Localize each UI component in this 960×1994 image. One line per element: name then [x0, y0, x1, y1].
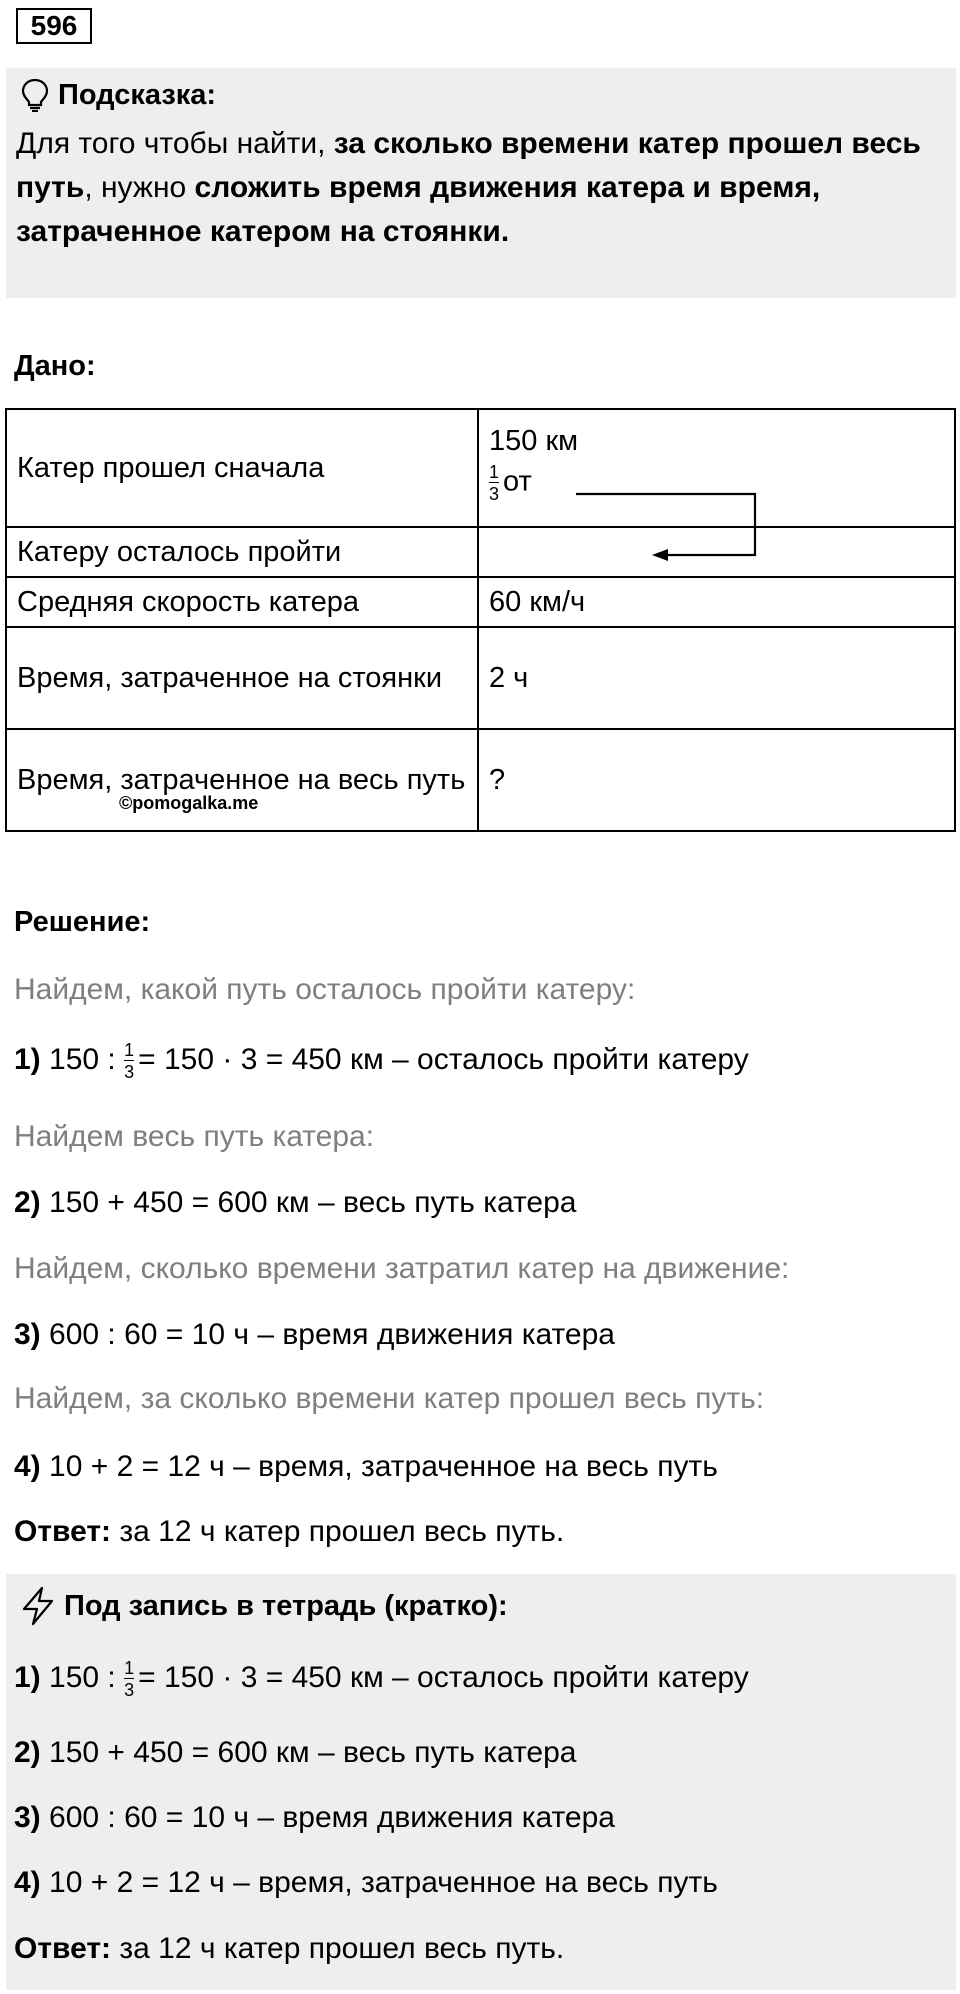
table-row: [6, 409, 955, 527]
step-text: 150 :: [49, 1660, 116, 1694]
lightning-icon: [20, 1586, 56, 1626]
step-number: 1): [14, 1660, 41, 1694]
solution-step-4: [14, 1450, 718, 1484]
given-label: Время, затраченное на весь путь: [17, 764, 466, 796]
notebook-title: [20, 1586, 508, 1626]
solution-comment: Найдем, за сколько времени катер прошел весь путь:: [14, 1382, 765, 1415]
given-value: ?: [478, 729, 955, 831]
solution-comment: Найдем, какой путь осталось пройти катеру:: [14, 973, 636, 1006]
hint-text-bold: за сколько времени катер прошел весь путь: [16, 127, 921, 204]
solution-title: Решение:: [14, 906, 151, 938]
fraction-numerator: 1: [489, 461, 500, 482]
step-text: 10 + 2 = 12 ч – время, затраченное на весь путь: [49, 1450, 718, 1483]
step-text: 150 :: [49, 1042, 116, 1076]
notebook-step-3: [14, 1801, 615, 1835]
step-number: 3): [14, 1801, 41, 1834]
given-table: [5, 408, 956, 832]
hint-title-text: Подсказка:: [58, 78, 217, 111]
step-text: 150 + 450 = 600 км – весь путь катера: [49, 1736, 577, 1769]
solution-answer: [14, 1515, 564, 1549]
step-text: = 150 · 3 = 450 км – осталось пройти катеру: [138, 1042, 749, 1076]
notebook-title-text: Под запись в тетрадь (кратко):: [64, 1589, 508, 1622]
watermark: ©pomogalka.me: [119, 793, 259, 813]
step-text: 150 + 450 = 600 км – весь путь катера: [49, 1186, 577, 1219]
hint-title: [20, 78, 216, 112]
fraction-numerator: 1: [124, 1658, 135, 1678]
fraction: [124, 1040, 134, 1082]
given-value: 60 км/ч: [478, 577, 955, 627]
table-row: [6, 527, 955, 577]
fraction: [489, 462, 499, 504]
given-value: [478, 527, 955, 577]
solution-comment: Найдем, сколько времени затратил катер на движение:: [14, 1252, 790, 1285]
table-row: [6, 627, 955, 729]
step-number: 1): [14, 1042, 41, 1076]
fraction-denominator: 3: [124, 1062, 135, 1082]
notebook-box: [6, 1574, 956, 1990]
lightbulb-icon: [20, 78, 50, 112]
given-value: [478, 409, 955, 527]
hint-text-bold: сложить время движения катера и время, затраченное катером на стоянки.: [16, 171, 821, 248]
given-title: Дано:: [14, 350, 96, 382]
fraction-denominator: 3: [489, 483, 500, 504]
step-number: 4): [14, 1450, 41, 1483]
solution-comment: Найдем весь путь катера:: [14, 1120, 375, 1153]
solution-step-3: [14, 1318, 615, 1352]
problem-number: 596: [16, 8, 92, 44]
table-row: [6, 729, 955, 831]
hint-box: [6, 68, 956, 298]
given-label-cell: [6, 729, 478, 831]
answer-text: за 12 ч катер прошел весь путь.: [119, 1515, 565, 1548]
solution-step-1: [14, 1040, 749, 1082]
notebook-step-4: [14, 1866, 718, 1900]
step-number: 2): [14, 1186, 41, 1219]
hint-text: [16, 122, 946, 254]
solution-step-2: [14, 1186, 576, 1220]
step-text: = 150 · 3 = 450 км – осталось пройти катеру: [138, 1660, 749, 1694]
answer-text: за 12 ч катер прошел весь путь.: [119, 1932, 565, 1965]
fraction: [124, 1658, 134, 1700]
step-text: 600 : 60 = 10 ч – время движения катера: [49, 1318, 615, 1351]
notebook-step-2: [14, 1736, 576, 1770]
fraction-denominator: 3: [124, 1680, 135, 1700]
notebook-step-1: [14, 1658, 749, 1700]
given-value: 2 ч: [478, 627, 955, 729]
fraction-numerator: 1: [124, 1040, 135, 1060]
step-text: 600 : 60 = 10 ч – время движения катера: [49, 1801, 615, 1834]
answer-label: Ответ:: [14, 1932, 112, 1965]
given-label: Средняя скорость катера: [6, 577, 478, 627]
step-number: 3): [14, 1318, 41, 1351]
step-text: 10 + 2 = 12 ч – время, затраченное на весь путь: [49, 1866, 718, 1899]
given-label: Катеру осталось пройти: [6, 527, 478, 577]
given-value-text: 150 км: [489, 424, 579, 457]
answer-label: Ответ:: [14, 1515, 112, 1548]
table-row: [6, 577, 955, 627]
given-label: Катер прошел сначала: [6, 409, 478, 527]
hint-text-part: Для того чтобы найти,: [16, 127, 334, 160]
notebook-answer: [14, 1932, 564, 1966]
fraction-suffix: от: [503, 465, 532, 498]
step-number: 2): [14, 1736, 41, 1769]
given-label: Время, затраченное на стоянки: [6, 627, 478, 729]
hint-text-part: , нужно: [84, 171, 195, 204]
step-number: 4): [14, 1866, 41, 1899]
